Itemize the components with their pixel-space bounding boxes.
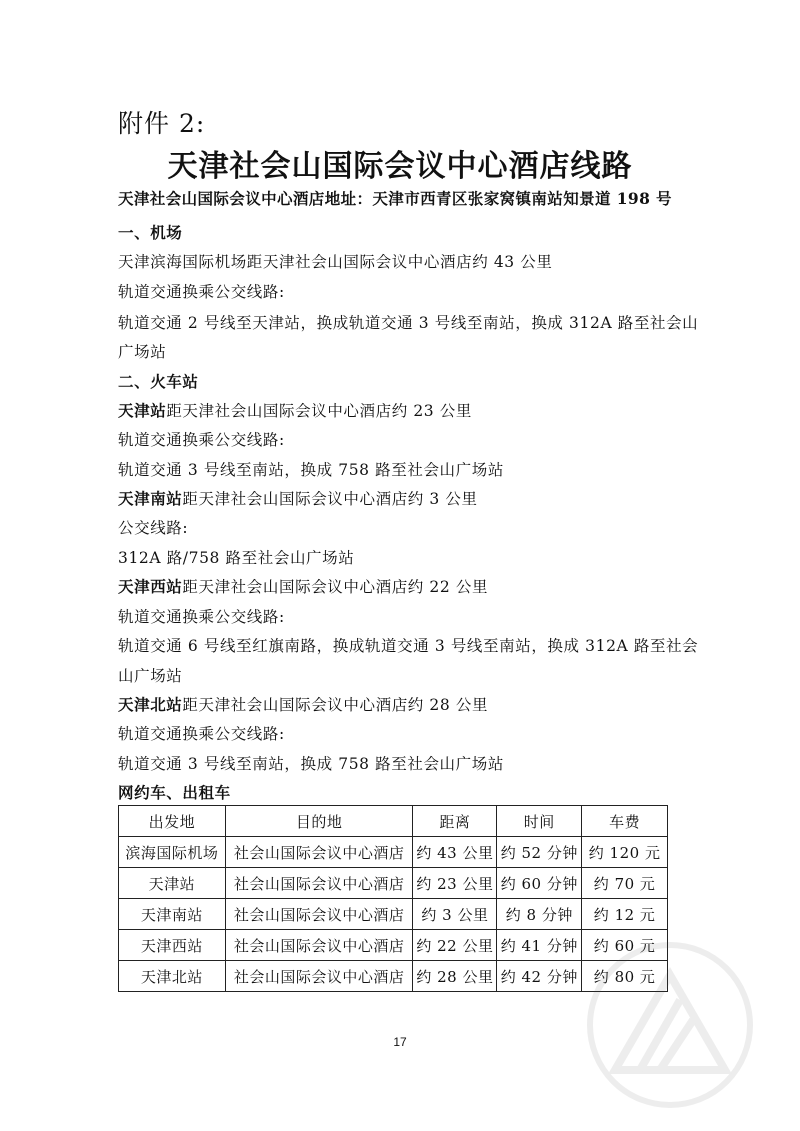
attachment-label: 附件 2: — [118, 109, 206, 138]
west-station-distance — [118, 575, 488, 597]
north-station-distance — [118, 693, 488, 715]
cell-destination: 社会山国际会议中心酒店 — [225, 837, 413, 868]
header-time: 时间 — [497, 806, 582, 837]
cell-time: 约 42 分钟 — [497, 961, 582, 992]
cell-fare: 约 12 元 — [582, 899, 668, 930]
cell-distance: 约 23 公里 — [413, 868, 497, 899]
cell-destination: 社会山国际会议中心酒店 — [225, 899, 413, 930]
cell-distance: 约 28 公里 — [413, 961, 497, 992]
cell-origin: 天津西站 — [119, 930, 226, 961]
header-distance: 距离 — [413, 806, 497, 837]
cell-origin: 天津南站 — [119, 899, 226, 930]
cell-fare: 约 70 元 — [582, 868, 668, 899]
cell-origin: 天津北站 — [119, 961, 226, 992]
station-name: 天津西站 — [118, 577, 183, 596]
airport-route-line-1: 轨道交通 2 号线至天津站，换成轨道交通 3 号线至南站，换成 312A 路至社会山 — [118, 314, 699, 332]
airport-route-label: 轨道交通换乘公交线路: — [118, 283, 285, 301]
cell-time: 约 52 分钟 — [497, 837, 582, 868]
hotel-address: 天津社会山国际会议中心酒店地址：天津市西青区张家窝镇南站知景道 198 号 — [118, 189, 672, 208]
tianjin-station-route-label: 轨道交通换乘公交线路: — [118, 431, 285, 449]
header-fare: 车费 — [582, 806, 668, 837]
cell-fare: 约 60 元 — [582, 930, 668, 961]
cell-time: 约 60 分钟 — [497, 868, 582, 899]
cell-time: 约 41 分钟 — [497, 930, 582, 961]
cell-time: 约 8 分钟 — [497, 899, 582, 930]
station-distance-text: 距天津社会山国际会议中心酒店约 3 公里 — [182, 490, 478, 508]
cell-destination: 社会山国际会议中心酒店 — [225, 868, 413, 899]
cell-distance: 约 3 公里 — [413, 899, 497, 930]
cell-destination: 社会山国际会议中心酒店 — [225, 930, 413, 961]
cell-distance: 约 22 公里 — [413, 930, 497, 961]
cell-fare: 约 120 元 — [582, 837, 668, 868]
station-distance-text: 距天津社会山国际会议中心酒店约 22 公里 — [182, 578, 489, 596]
station-distance-text: 距天津社会山国际会议中心酒店约 23 公里 — [166, 402, 472, 420]
watermark-logo-icon — [585, 940, 755, 1110]
airport-distance: 天津滨海国际机场距天津社会山国际会议中心酒店约 43 公里 — [118, 253, 553, 271]
airport-route-line-2: 广场站 — [118, 343, 167, 361]
south-station-route-label: 公交线路: — [118, 519, 189, 537]
page-title: 天津社会山国际会议中心酒店线路 — [167, 149, 633, 184]
station-name: 天津站 — [118, 401, 167, 420]
cell-origin: 滨海国际机场 — [119, 837, 226, 868]
table-row — [119, 899, 668, 930]
west-station-route-label: 轨道交通换乘公交线路: — [118, 608, 285, 626]
cell-origin: 天津站 — [119, 868, 226, 899]
table-row — [119, 837, 668, 868]
station-name: 天津北站 — [118, 695, 183, 714]
header-destination: 目的地 — [225, 806, 413, 837]
station-name: 天津南站 — [118, 489, 183, 508]
section-heading-train: 二、火车站 — [118, 372, 199, 391]
north-station-route: 轨道交通 3 号线至南站，换成 758 路至社会山广场站 — [118, 755, 504, 773]
south-station-route: 312A 路/758 路至社会山广场站 — [118, 549, 355, 567]
table-header-row — [119, 806, 668, 837]
tianjin-station-route: 轨道交通 3 号线至南站，换成 758 路至社会山广场站 — [118, 461, 504, 479]
cell-destination: 社会山国际会议中心酒店 — [225, 961, 413, 992]
tianjin-station-distance — [118, 399, 472, 421]
cell-fare: 约 80 元 — [582, 961, 668, 992]
section-heading-airport: 一、机场 — [118, 223, 183, 242]
north-station-route-label: 轨道交通换乘公交线路: — [118, 725, 285, 743]
table-row — [119, 868, 668, 899]
section-heading-taxi: 网约车、出租车 — [118, 783, 231, 802]
south-station-distance — [118, 487, 478, 509]
station-distance-text: 距天津社会山国际会议中心酒店约 28 公里 — [182, 696, 489, 714]
cell-distance: 约 43 公里 — [413, 837, 497, 868]
page-number: 17 — [393, 1035, 407, 1049]
west-station-route-line-2: 山广场站 — [118, 667, 183, 685]
header-origin: 出发地 — [119, 806, 226, 837]
west-station-route-line-1: 轨道交通 6 号线至红旗南路，换成轨道交通 3 号线至南站，换成 312A 路至社会 — [118, 637, 699, 655]
